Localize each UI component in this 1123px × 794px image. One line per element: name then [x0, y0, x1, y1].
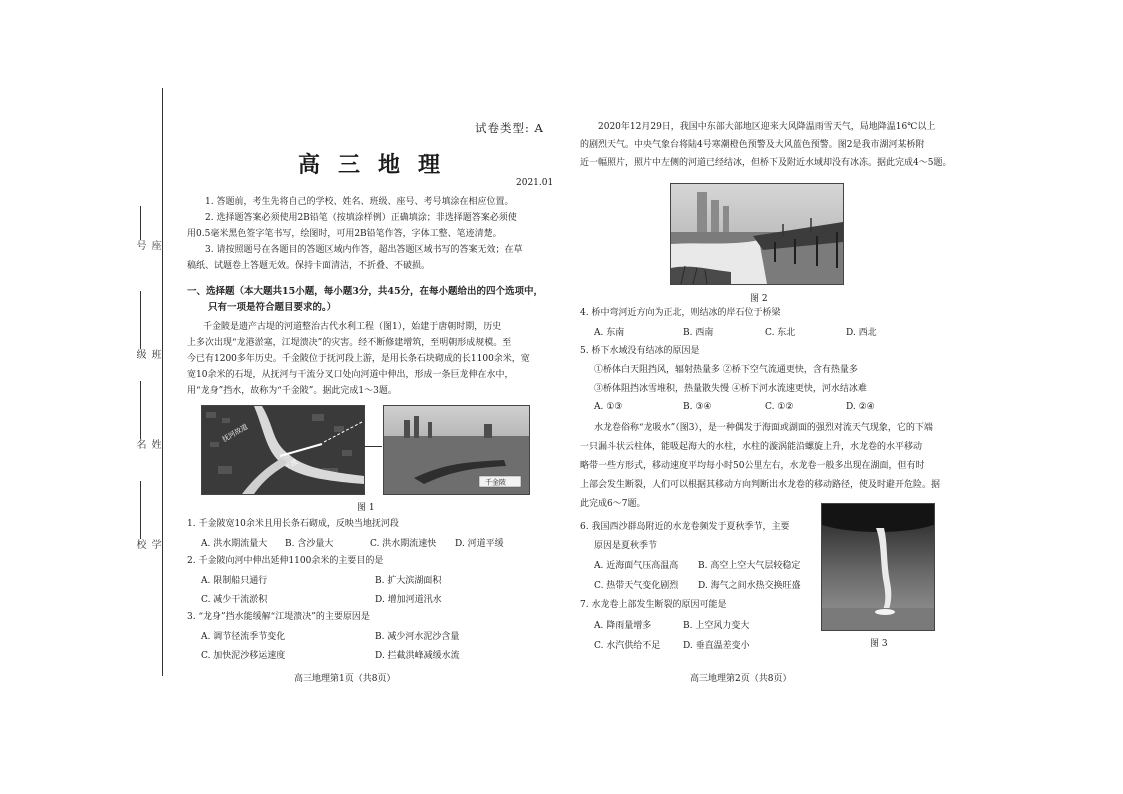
figure3-caption: 图 3	[870, 639, 888, 649]
q4-option-a: A. 东南	[594, 328, 625, 338]
passage3-line: 上部会发生断裂，人们可以根据其移动方向判断出水龙卷的移动路径，使及时避开危险。据	[580, 480, 941, 490]
passage3-line: 略带一些方形式，移动速度平均每小时50公里左右，水龙卷一般多出现在湖面，但有时	[580, 461, 925, 471]
bridge-photo-graphic	[671, 184, 843, 284]
q1-option-b: B. 含沙量大	[285, 539, 334, 549]
q5-option-d: D. ②④	[846, 402, 875, 412]
q5-option-b: B. ③④	[683, 402, 712, 412]
figure2-photo	[670, 183, 844, 285]
q6-option-a: A. 近海面气压高温高	[594, 561, 679, 571]
figure3-photo	[821, 503, 935, 631]
q6-option-d: D. 海气之间水热交换旺盛	[698, 581, 801, 591]
map-label-river-b: 干流	[283, 457, 300, 472]
seat-rule	[140, 206, 141, 240]
passage1-line: 上多次出现“龙港淤塞，江堤溃决”的灾害。经不断修建增筑，至明朝形成规模。至	[187, 338, 512, 348]
q4-stem: 4. 桥中弯河近方向为正北，则结冰的岸石位于桥梁	[580, 308, 781, 318]
q3-option-b: B. 减少河水泥沙含量	[375, 632, 460, 642]
passage2-line: 2020年12月29日，我国中东部大部地区迎来大风降温雨雪天气，局地降温16℃以上	[598, 122, 936, 132]
class-rule	[140, 291, 141, 349]
instruction-2b: 用0.5毫米黑色签字笔书写，绘图时，可用2B铅笔作答，字体工整、笔迹清楚。	[187, 229, 502, 239]
q5-stem: 5. 桥下水域没有结冰的原因是	[580, 346, 700, 356]
map-label-river-a: 抚河故道	[221, 422, 250, 444]
q1-option-c: C. 洪水期流速快	[370, 539, 437, 549]
q1-option-d: D. 河道平缓	[455, 539, 504, 549]
q2-option-d: D. 增加河道汛水	[375, 595, 442, 605]
seat-label: 座号	[134, 240, 160, 250]
q7-option-d: D. 垂直温差变小	[683, 641, 750, 651]
q6-option-b: B. 高空上空大气层较稳定	[698, 561, 801, 571]
exam-date: 2021.01	[516, 178, 554, 188]
figure1-photo	[383, 405, 530, 495]
levee-photo-graphic	[384, 406, 529, 494]
class-label: 班级	[134, 349, 160, 359]
figure1-map	[201, 405, 365, 495]
school-label: 学校	[134, 539, 160, 549]
waterspout-photo-graphic	[822, 504, 934, 630]
q4-option-b: B. 西南	[683, 328, 714, 338]
name-rule	[140, 381, 141, 439]
exam-type: 试卷类型: A	[475, 121, 544, 135]
instruction-3b: 稿纸、试题卷上答题无效。保持卡面清洁，不折叠、不破损。	[187, 261, 431, 271]
q6-option-c: C. 热带天气变化剧烈	[594, 581, 679, 591]
passage1-line: 宽10余米的石堤，从抚河与干流分叉口处向河道中伸出，形成一条巨龙伸在水中，	[187, 370, 514, 380]
passage2-line: 的剧烈天气。中央气象台将陆4号寒潮橙色预警及大风蓝色预警。图2是我市湖河某桥附	[580, 140, 925, 150]
footer-right: 高三地理第2页（共8页）	[690, 674, 792, 684]
passage1-line: 用“龙身”挡水，故称为“千金陂”。据此完成1～3题。	[187, 386, 397, 396]
q1-stem: 1. 千金陂宽10余米且用长条石砌成，反映当地抚河段	[187, 519, 399, 529]
q3-option-c: C. 加快泥沙移运速度	[201, 651, 286, 661]
q3-stem: 3. “龙身”挡水能缓解“江堤溃决”的主要原因是	[187, 612, 370, 622]
instruction-2: 2. 选择题答案必须使用2B铅笔（按填涂样例）正确填涂；非选择题答案必须使	[205, 213, 517, 223]
name-label: 姓名	[134, 439, 160, 449]
section-heading-2: 只有一项是符合题目要求的。）	[208, 302, 337, 313]
passage3-line: 水龙卷俗称“龙吸水”（图3），是一种偶发于海面或湖面的强烈对流天气现象，它的下端	[594, 423, 933, 433]
q6-stem: 6. 我国西沙群岛附近的水龙卷频发于夏秋季节，主要	[580, 522, 790, 532]
passage1-line: 今已有1200多年历史。千金陂位于抚河段上游，是用长条石块砌成的长1100余米，宽	[187, 354, 530, 364]
passage3-line: 此完成6～7题。	[580, 499, 646, 509]
q4-option-c: C. 东北	[765, 328, 796, 338]
q7-option-a: A. 降雨量增多	[594, 621, 652, 631]
instruction-3: 3. 请按照题号在各题目的答题区域内作答，超出答题区域书写的答案无效；在草	[205, 245, 523, 255]
instruction-1: 1. 答题前，考生先将自己的学校、姓名、班级、座号、考号填涂在相应位置。	[205, 197, 514, 207]
q2-option-a: A. 限制船只通行	[201, 576, 268, 586]
q4-option-d: D. 西北	[846, 328, 877, 338]
passage1-line: 千金陂是遗产古堤的河道整治古代水利工程（图1），始建于唐朝时期，历史	[203, 322, 502, 332]
q5-option-a: A. ①③	[594, 402, 623, 412]
figure1-caption: 图 1	[357, 503, 375, 513]
q5-statement: ①桥体白天阻挡风，辐射热量多 ②桥下空气流通更快，含有热量多	[594, 365, 858, 375]
q2-stem: 2. 千金陂向河中伸出延伸1100余米的主要目的是	[187, 556, 384, 566]
passage2-line: 近一幅照片，照片中左侧的河道已经结冰，但桥下及附近水域却没有冰冻。据此完成4～5题。	[580, 158, 952, 168]
figure2-caption: 图 2	[750, 294, 768, 304]
passage3-line: 一只漏斗状云柱体，能吸起海大的水柱，水柱的漩涡能沿螺旋上升，水龙卷的水平移动	[580, 442, 923, 452]
binding-line	[162, 88, 163, 676]
q2-option-b: B. 扩大滨湖面积	[375, 576, 442, 586]
q7-stem: 7. 水龙卷上部发生断裂的原因可能是	[580, 600, 727, 610]
q6-stem-2: 原因是夏秋季节	[594, 541, 658, 551]
photo-tag: 千金陂	[485, 478, 506, 487]
q1-option-a: A. 洪水期流量大	[201, 539, 268, 549]
q7-option-c: C. 水汽供给不足	[594, 641, 661, 651]
q3-option-a: A. 调节径流季节变化	[201, 632, 286, 642]
section-heading: 一、选择题（本大题共15小题，每小题3分，共45分，在每小题给出的四个选项中，	[187, 286, 544, 297]
q3-option-d: D. 拦截洪峰减缓水流	[375, 651, 460, 661]
map-graphic	[202, 406, 364, 494]
page-title: 高三地理	[298, 152, 459, 178]
q5-option-c: C. ①②	[765, 402, 794, 412]
q5-statement: ③桥体阻挡冰雪堆积，热量散失慢 ④桥下河水流速更快，河水结冰难	[594, 384, 867, 394]
footer-left: 高三地理第1页（共8页）	[294, 674, 396, 684]
q7-option-b: B. 上空风力变大	[683, 621, 750, 631]
q2-option-c: C. 减少干流淤积	[201, 595, 268, 605]
school-rule	[140, 481, 141, 539]
figure1-connector	[364, 446, 382, 447]
